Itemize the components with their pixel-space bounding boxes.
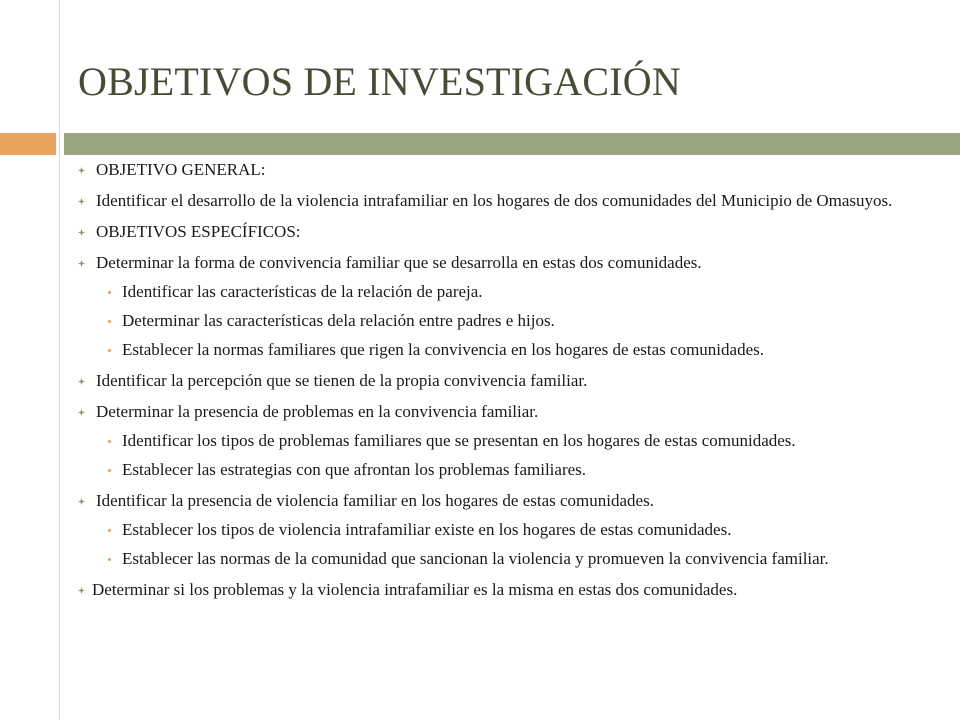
item-text: OBJETIVOS ESPECÍFICOS: (96, 222, 301, 241)
list-item (78, 191, 938, 210)
item-text: OBJETIVO GENERAL: (96, 160, 266, 179)
list-item (78, 520, 938, 539)
diamond-flower-bullet-icon (78, 229, 85, 236)
diamond-flower-bullet-icon (78, 198, 85, 205)
dot-bullet-icon (108, 469, 111, 472)
slide-title: OBJETIVOS DE INVESTIGACIÓN (78, 59, 681, 104)
bullet-list (78, 160, 938, 599)
left-rule (59, 0, 60, 720)
list-item (78, 222, 938, 241)
item-text: Determinar las características dela relación entre padres e hijos. (122, 311, 555, 330)
item-text: Identificar el desarrollo de la violencia intrafamiliar en los hogares de dos comunidades del Municipio de Omasuyos. (96, 191, 893, 210)
dot-bullet-icon (108, 291, 111, 294)
item-text: Identificar las características de la relación de pareja. (122, 282, 483, 301)
list-item (78, 160, 938, 179)
item-text: Establecer las estrategias con que afrontan los problemas familiares. (122, 460, 587, 479)
diamond-flower-bullet-icon (78, 378, 85, 385)
list-item (78, 253, 938, 272)
accent-bar-green (64, 133, 960, 155)
item-text: Identificar la presencia de violencia familiar en los hogares de estas comunidades. (96, 491, 654, 510)
dot-bullet-icon (108, 320, 111, 323)
list-item (78, 340, 938, 359)
list-item (78, 431, 938, 450)
item-text: Establecer las normas de la comunidad que sancionan la violencia y promueven la convivencia familiar. (122, 549, 829, 568)
diamond-flower-bullet-icon (78, 409, 85, 416)
item-text: Identificar la percepción que se tienen de la propia convivencia familiar. (96, 371, 588, 390)
item-text: Determinar si los problemas y la violencia intrafamiliar es la misma en estas dos comunidades. (92, 580, 738, 599)
dot-bullet-icon (108, 529, 111, 532)
dot-bullet-icon (108, 440, 111, 443)
list-item (78, 580, 938, 599)
item-text: Determinar la forma de convivencia familiar que se desarrolla en estas dos comunidades. (96, 253, 702, 272)
list-item (78, 491, 938, 510)
list-item (78, 549, 938, 568)
diamond-flower-bullet-icon (78, 260, 85, 267)
item-text: Determinar la presencia de problemas en la convivencia familiar. (96, 402, 539, 421)
list-item (78, 371, 938, 390)
diamond-flower-bullet-icon (78, 498, 85, 505)
item-text: Establecer la normas familiares que rigen la convivencia en los hogares de estas comunidades. (122, 340, 764, 359)
accent-bar-orange (0, 133, 56, 155)
list-item (78, 402, 938, 421)
dot-bullet-icon (108, 558, 111, 561)
list-item (78, 311, 938, 330)
list-item (78, 460, 938, 479)
item-text: Establecer los tipos de violencia intrafamiliar existe en los hogares de estas comunidades. (122, 520, 732, 539)
dot-bullet-icon (108, 349, 111, 352)
item-text: Identificar los tipos de problemas familiares que se presentan en los hogares de estas comunidades. (122, 431, 796, 450)
diamond-flower-bullet-icon (78, 587, 85, 594)
diamond-flower-bullet-icon (78, 167, 85, 174)
list-item (78, 282, 938, 301)
